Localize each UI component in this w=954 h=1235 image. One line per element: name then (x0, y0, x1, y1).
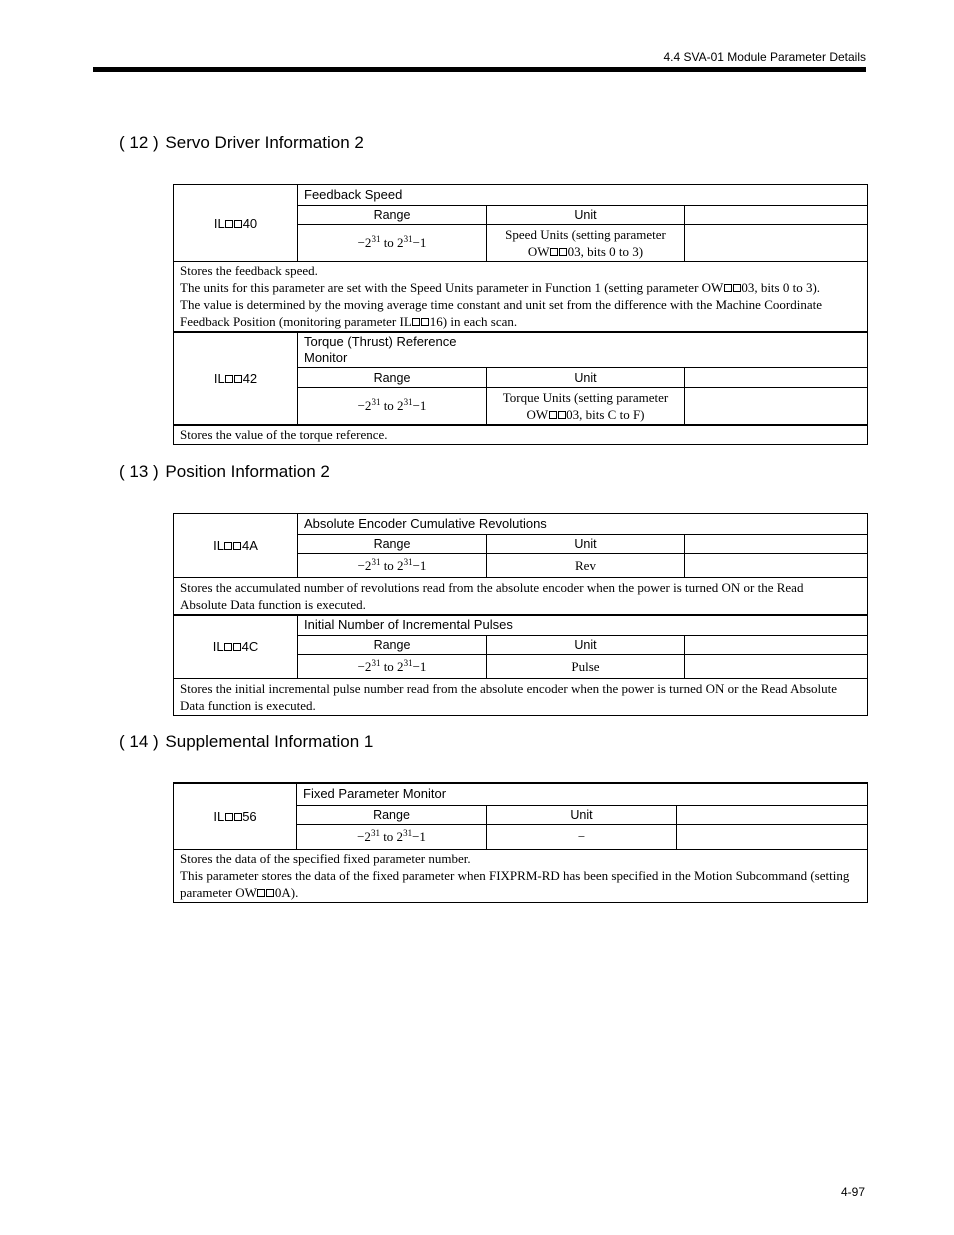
section-number: ( 14 ) (119, 732, 159, 751)
box-glyph-icon (549, 411, 557, 419)
range-header: Range (297, 805, 487, 824)
box-glyph-icon (559, 248, 567, 256)
param-description: Stores the accumulated number of revolutions read from the absolute encoder when the power is turned ON or the Read Absolute Data function is executed. (174, 578, 868, 615)
param-description: Stores the initial incremental pulse number read from the absolute encoder when the power is turned ON or the Read Absolute Data function is executed. (174, 679, 868, 716)
section-title-12 (119, 133, 364, 153)
unit-header: Unit (487, 636, 685, 655)
unit-header: Unit (487, 206, 685, 225)
box-glyph-icon (550, 248, 558, 256)
section-title-14 (119, 732, 373, 752)
range-value: $-2^{31}$ to $2^{31}-1$ (298, 655, 487, 679)
box-glyph-icon (558, 411, 566, 419)
blank-cell (685, 535, 868, 554)
box-glyph-icon (266, 889, 274, 897)
param-table-servo-driver-info-2 (173, 184, 868, 445)
box-glyph-icon (257, 889, 265, 897)
header-rule (93, 67, 866, 72)
blank-cell (685, 554, 868, 578)
box-glyph-icon (225, 813, 233, 821)
section-heading: Position Information 2 (165, 462, 330, 481)
param-id: IL 4C (174, 615, 298, 679)
param-description: Stores the data of the specified fixed parameter number. This parameter stores the data of the fixed parameter when FIXPRM-RD has been specified in the Motion Subcommand (setting parameter OW 0A). (174, 849, 868, 902)
section-number: ( 12 ) (119, 133, 159, 152)
unit-header: Unit (487, 368, 685, 388)
box-glyph-icon (234, 220, 242, 228)
param-name: Initial Number of Incremental Pulses (298, 615, 868, 636)
box-glyph-icon (733, 284, 741, 292)
range-value: $-2^{31}$ to $2^{31}-1$ (297, 824, 487, 849)
unit-header: Unit (487, 535, 685, 554)
param-id: IL 42 (174, 332, 298, 425)
param-name: Fixed Parameter Monitor (297, 783, 868, 805)
blank-cell (685, 636, 868, 655)
param-description: Stores the value of the torque reference. (174, 425, 868, 445)
box-glyph-icon (234, 375, 242, 383)
blank-cell (685, 206, 868, 225)
range-header: Range (298, 636, 487, 655)
box-glyph-icon (233, 643, 241, 651)
blank-cell (685, 368, 868, 388)
blank-cell (685, 655, 868, 679)
range-header: Range (298, 368, 487, 388)
section-heading: Servo Driver Information 2 (165, 133, 364, 152)
box-glyph-icon (412, 318, 420, 326)
blank-cell (685, 388, 868, 425)
param-table-supplemental-info-1 (173, 782, 868, 903)
unit-header: Unit (487, 805, 677, 824)
unit-value: Torque Units (setting parameter OW 03, bits C to F) (487, 388, 685, 425)
box-glyph-icon (234, 813, 242, 821)
box-glyph-icon (224, 542, 232, 550)
param-name: Absolute Encoder Cumulative Revolutions (298, 514, 868, 535)
param-id: IL 40 (174, 185, 298, 262)
running-header: 4.4 SVA-01 Module Parameter Details (663, 50, 866, 64)
box-glyph-icon (225, 375, 233, 383)
range-header: Range (298, 206, 487, 225)
unit-value: − (487, 824, 677, 849)
section-heading: Supplemental Information 1 (165, 732, 374, 751)
section-title-13 (119, 462, 330, 482)
box-glyph-icon (724, 284, 732, 292)
range-value: $-2^{31}$ to $2^{31}-1$ (298, 554, 487, 578)
param-id: IL 4A (174, 514, 298, 578)
box-glyph-icon (421, 318, 429, 326)
unit-value: Speed Units (setting parameter OW 03, bits 0 to 3) (487, 225, 685, 262)
unit-value: Pulse (487, 655, 685, 679)
param-description: Stores the feedback speed. The units for this parameter are set with the Speed Units parameter in Function 1 (setting parameter OW 03, bits 0 to 3). The value is determined by the moving average time constant and unit set from the difference with the Machine Coordinate Feedback Position (monitoring parameter IL 16) in each scan. (174, 262, 868, 332)
param-name: Torque (Thrust) Reference Monitor (298, 332, 868, 368)
section-number: ( 13 ) (119, 462, 159, 481)
box-glyph-icon (225, 220, 233, 228)
unit-value: Rev (487, 554, 685, 578)
param-name: Feedback Speed (298, 185, 868, 206)
range-value: $-2^{31}$ to $2^{31}-1$ (298, 225, 487, 262)
box-glyph-icon (224, 643, 232, 651)
blank-cell (677, 824, 868, 849)
blank-cell (677, 805, 868, 824)
box-glyph-icon (233, 542, 241, 550)
range-value: $-2^{31}$ to $2^{31}-1$ (298, 388, 487, 425)
param-table-position-info-2 (173, 513, 868, 716)
param-id: IL 56 (174, 783, 297, 849)
blank-cell (685, 225, 868, 262)
page-number: 4-97 (840, 1185, 865, 1199)
range-header: Range (298, 535, 487, 554)
